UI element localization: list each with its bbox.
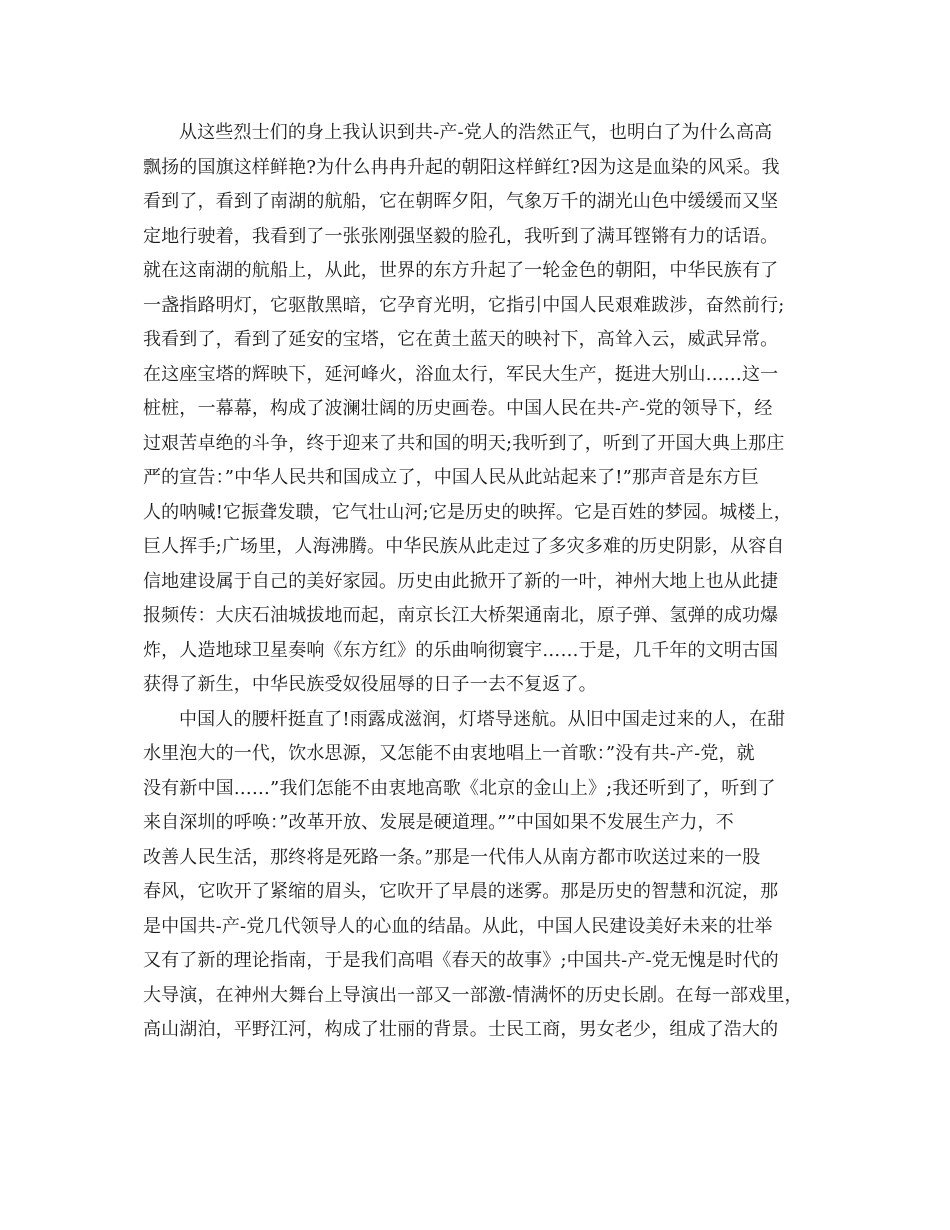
text-line: 信地建设属于自己的美好家园。历史由此掀开了新的一叶，神州大地上也从此捷 — [143, 570, 779, 592]
text-line: 春风，它吹开了紧缩的眉头，它吹开了早晨的迷雾。那是历史的智慧和沉淀，那 — [143, 881, 779, 902]
text-line: 我看到了，看到了延安的宝塔，它在黄土蓝天的映衬下，高耸入云，威武异常。 — [143, 329, 779, 350]
text-line: 改善人民生活，那终将是死路一条。”那是一代伟人从南方都市吹送过来的一股 — [143, 846, 761, 868]
text-line: 又有了新的理论指南，于是我们高唱《春天的故事》;中国共-产-党无愧是时代的 — [143, 950, 779, 971]
text-line: 一盏指路明灯，它驱散黑暗，它孕育光明，它指引中国人民艰难跋涉，奋然前行; — [143, 294, 785, 316]
text-line: 获得了新生，中华民族受奴役屈辱的日子一去不复返了。 — [143, 674, 597, 695]
document-body — [143, 116, 823, 1048]
text-line: 炸，人造地球卫星奏响《东方红》的乐曲响彻寰宇……于是，几千年的文明古国 — [143, 639, 779, 661]
text-line: 严的宣告：”中华人民共和国成立了，中国人民从此站起来了!”那声音是东方巨 — [143, 467, 760, 488]
text-line: 巨人挥手;广场里，人海沸腾。中华民族从此走过了多灾多难的历史阴影，从容自 — [143, 536, 785, 557]
text-line: 大导演，在神州大舞台上导演出一部又一部激-情满怀的历史长剧。在每一部戏里， — [143, 984, 803, 1006]
text-line: 看到了，看到了南湖的航船，它在朝晖夕阳，气象万千的湖光山色中缓缓而又坚 — [143, 191, 779, 212]
paragraph — [143, 116, 823, 703]
text-line: 飘扬的国旗这样鲜艳?为什么冉冉升起的朝阳这样鲜红?因为这是血染的风采。我 — [143, 156, 780, 178]
text-line: 人的呐喊!它振聋发聩，它气壮山河;它是历史的映挥。它是百姓的梦园。城楼上， — [143, 501, 792, 523]
text-line: 在这座宝塔的辉映下，延河峰火，浴血太行，军民大生产，挺进大别山……这一 — [143, 363, 779, 385]
text-line: 没有新中国……”我们怎能不由衷地高歌《北京的金山上》;我还听到了，听到了 — [143, 777, 776, 799]
text-line: 高山湖泊，平野江河，构成了壮丽的背景。士民工商，男女老少，组成了浩大的 — [143, 1019, 779, 1040]
paragraph — [143, 703, 823, 1048]
text-line: 水里泡大的一代，饮水思源，又怎能不由衷地唱上一首歌：”没有共-产-党，就 — [143, 743, 755, 764]
text-line: 是中国共-产-党几代领导人的心血的结晶。从此，中国人民建设美好未来的壮举 — [143, 915, 773, 937]
text-line: 过艰苦卓绝的斗争，终于迎来了共和国的明天;我听到了，听到了开国大典上那庄 — [143, 432, 785, 454]
text-line: 定地行驶着，我看到了一张张刚强坚毅的脸孔，我听到了满耳铿锵有力的话语。 — [143, 225, 779, 247]
text-line: 就在这南湖的航船上，从此，世界的东方升起了一轮金色的朝阳，中华民族有了 — [143, 260, 779, 281]
text-line: 从这些烈士们的身上我认识到共-产-党人的浩然正气，也明白了为什么高高 — [179, 122, 773, 143]
text-line: 来自深圳的呼唤：”改革开放、发展是硬道理。””中国如果不发展生产力，不 — [143, 812, 734, 833]
text-line: 报频传：大庆石油城拔地而起，南京长江大桥架通南北，原子弹、氢弹的成功爆 — [143, 605, 779, 626]
text-line: 中国人的腰杆挺直了!雨露成滋润，灯塔导迷航。从旧中国走过来的人，在甜 — [179, 708, 786, 730]
text-line: 桩桩，一幕幕，构成了波澜壮阔的历史画卷。中国人民在共-产-党的领导下，经 — [143, 398, 773, 419]
